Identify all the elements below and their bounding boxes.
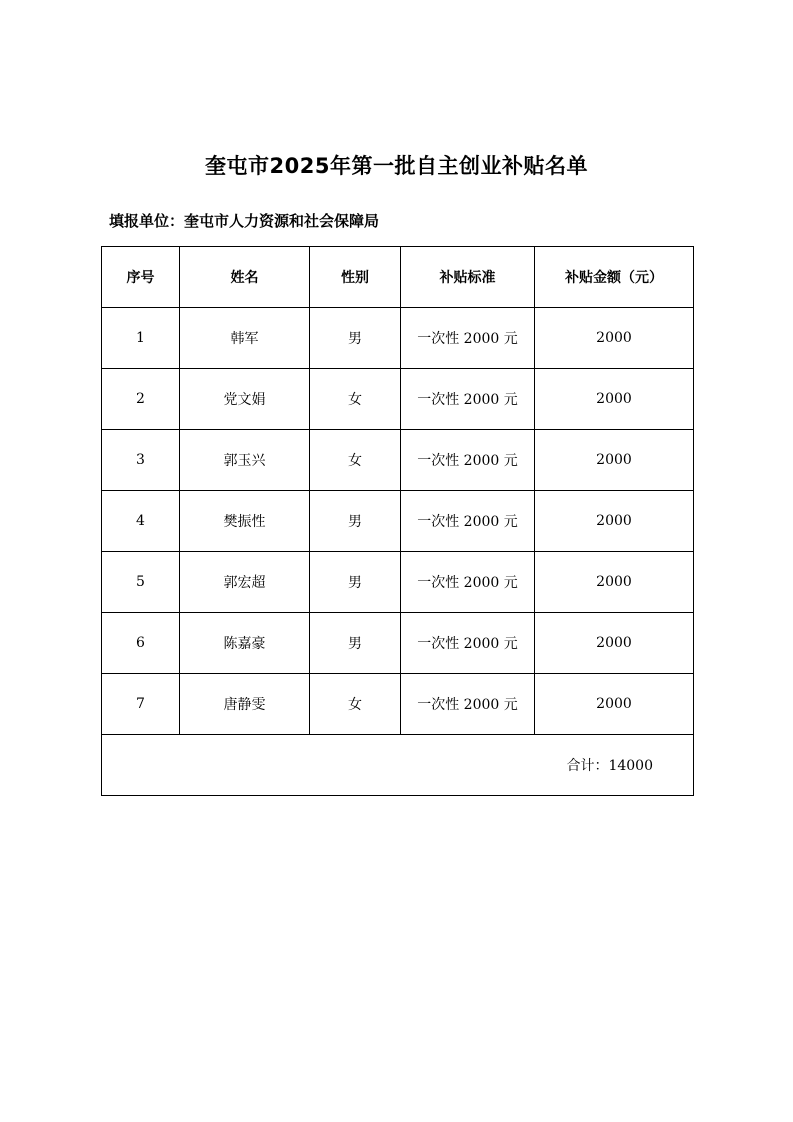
cell-index: 6 bbox=[102, 613, 180, 674]
document-title: 奎屯市2025年第一批自主创业补贴名单 bbox=[205, 154, 588, 178]
reporting-unit: 填报单位：奎屯市人力资源和社会保障局 bbox=[109, 212, 380, 230]
cell-amount: 2000 bbox=[535, 369, 694, 430]
cell-index: 1 bbox=[102, 308, 180, 369]
cell-gender: 男 bbox=[310, 613, 401, 674]
cell-index: 7 bbox=[102, 674, 180, 735]
cell-standard: 一次性 2000 元 bbox=[401, 369, 535, 430]
cell-index: 3 bbox=[102, 430, 180, 491]
cell-index: 2 bbox=[102, 369, 180, 430]
table-row bbox=[102, 308, 694, 369]
cell-standard: 一次性 2000 元 bbox=[401, 613, 535, 674]
table-row bbox=[102, 491, 694, 552]
table-row bbox=[102, 369, 694, 430]
cell-standard: 一次性 2000 元 bbox=[401, 491, 535, 552]
header-standard: 补贴标准 bbox=[401, 247, 535, 308]
cell-gender: 女 bbox=[310, 430, 401, 491]
header-index: 序号 bbox=[102, 247, 180, 308]
cell-amount: 2000 bbox=[535, 674, 694, 735]
cell-standard: 一次性 2000 元 bbox=[401, 552, 535, 613]
total-row bbox=[102, 735, 694, 796]
cell-index: 5 bbox=[102, 552, 180, 613]
cell-name: 陈嘉豪 bbox=[180, 613, 310, 674]
header-amount: 补贴金额（元） bbox=[535, 247, 694, 308]
cell-gender: 男 bbox=[310, 491, 401, 552]
cell-name: 党文娟 bbox=[180, 369, 310, 430]
header-gender: 性别 bbox=[310, 247, 401, 308]
cell-name: 郭玉兴 bbox=[180, 430, 310, 491]
cell-amount: 2000 bbox=[535, 430, 694, 491]
cell-name: 韩军 bbox=[180, 308, 310, 369]
table-row bbox=[102, 613, 694, 674]
cell-name: 郭宏超 bbox=[180, 552, 310, 613]
cell-standard: 一次性 2000 元 bbox=[401, 308, 535, 369]
subsidy-table bbox=[101, 246, 694, 796]
cell-gender: 男 bbox=[310, 308, 401, 369]
cell-name: 樊振性 bbox=[180, 491, 310, 552]
cell-gender: 女 bbox=[310, 674, 401, 735]
cell-amount: 2000 bbox=[535, 552, 694, 613]
cell-amount: 2000 bbox=[535, 491, 694, 552]
cell-amount: 2000 bbox=[535, 308, 694, 369]
header-name: 姓名 bbox=[180, 247, 310, 308]
cell-amount: 2000 bbox=[535, 613, 694, 674]
cell-gender: 男 bbox=[310, 552, 401, 613]
table-row bbox=[102, 430, 694, 491]
cell-gender: 女 bbox=[310, 369, 401, 430]
cell-standard: 一次性 2000 元 bbox=[401, 430, 535, 491]
cell-name: 唐静雯 bbox=[180, 674, 310, 735]
table-header-row bbox=[102, 247, 694, 308]
table-row bbox=[102, 552, 694, 613]
table-row bbox=[102, 674, 694, 735]
total-amount: 合计：14000 bbox=[102, 735, 694, 796]
cell-index: 4 bbox=[102, 491, 180, 552]
cell-standard: 一次性 2000 元 bbox=[401, 674, 535, 735]
